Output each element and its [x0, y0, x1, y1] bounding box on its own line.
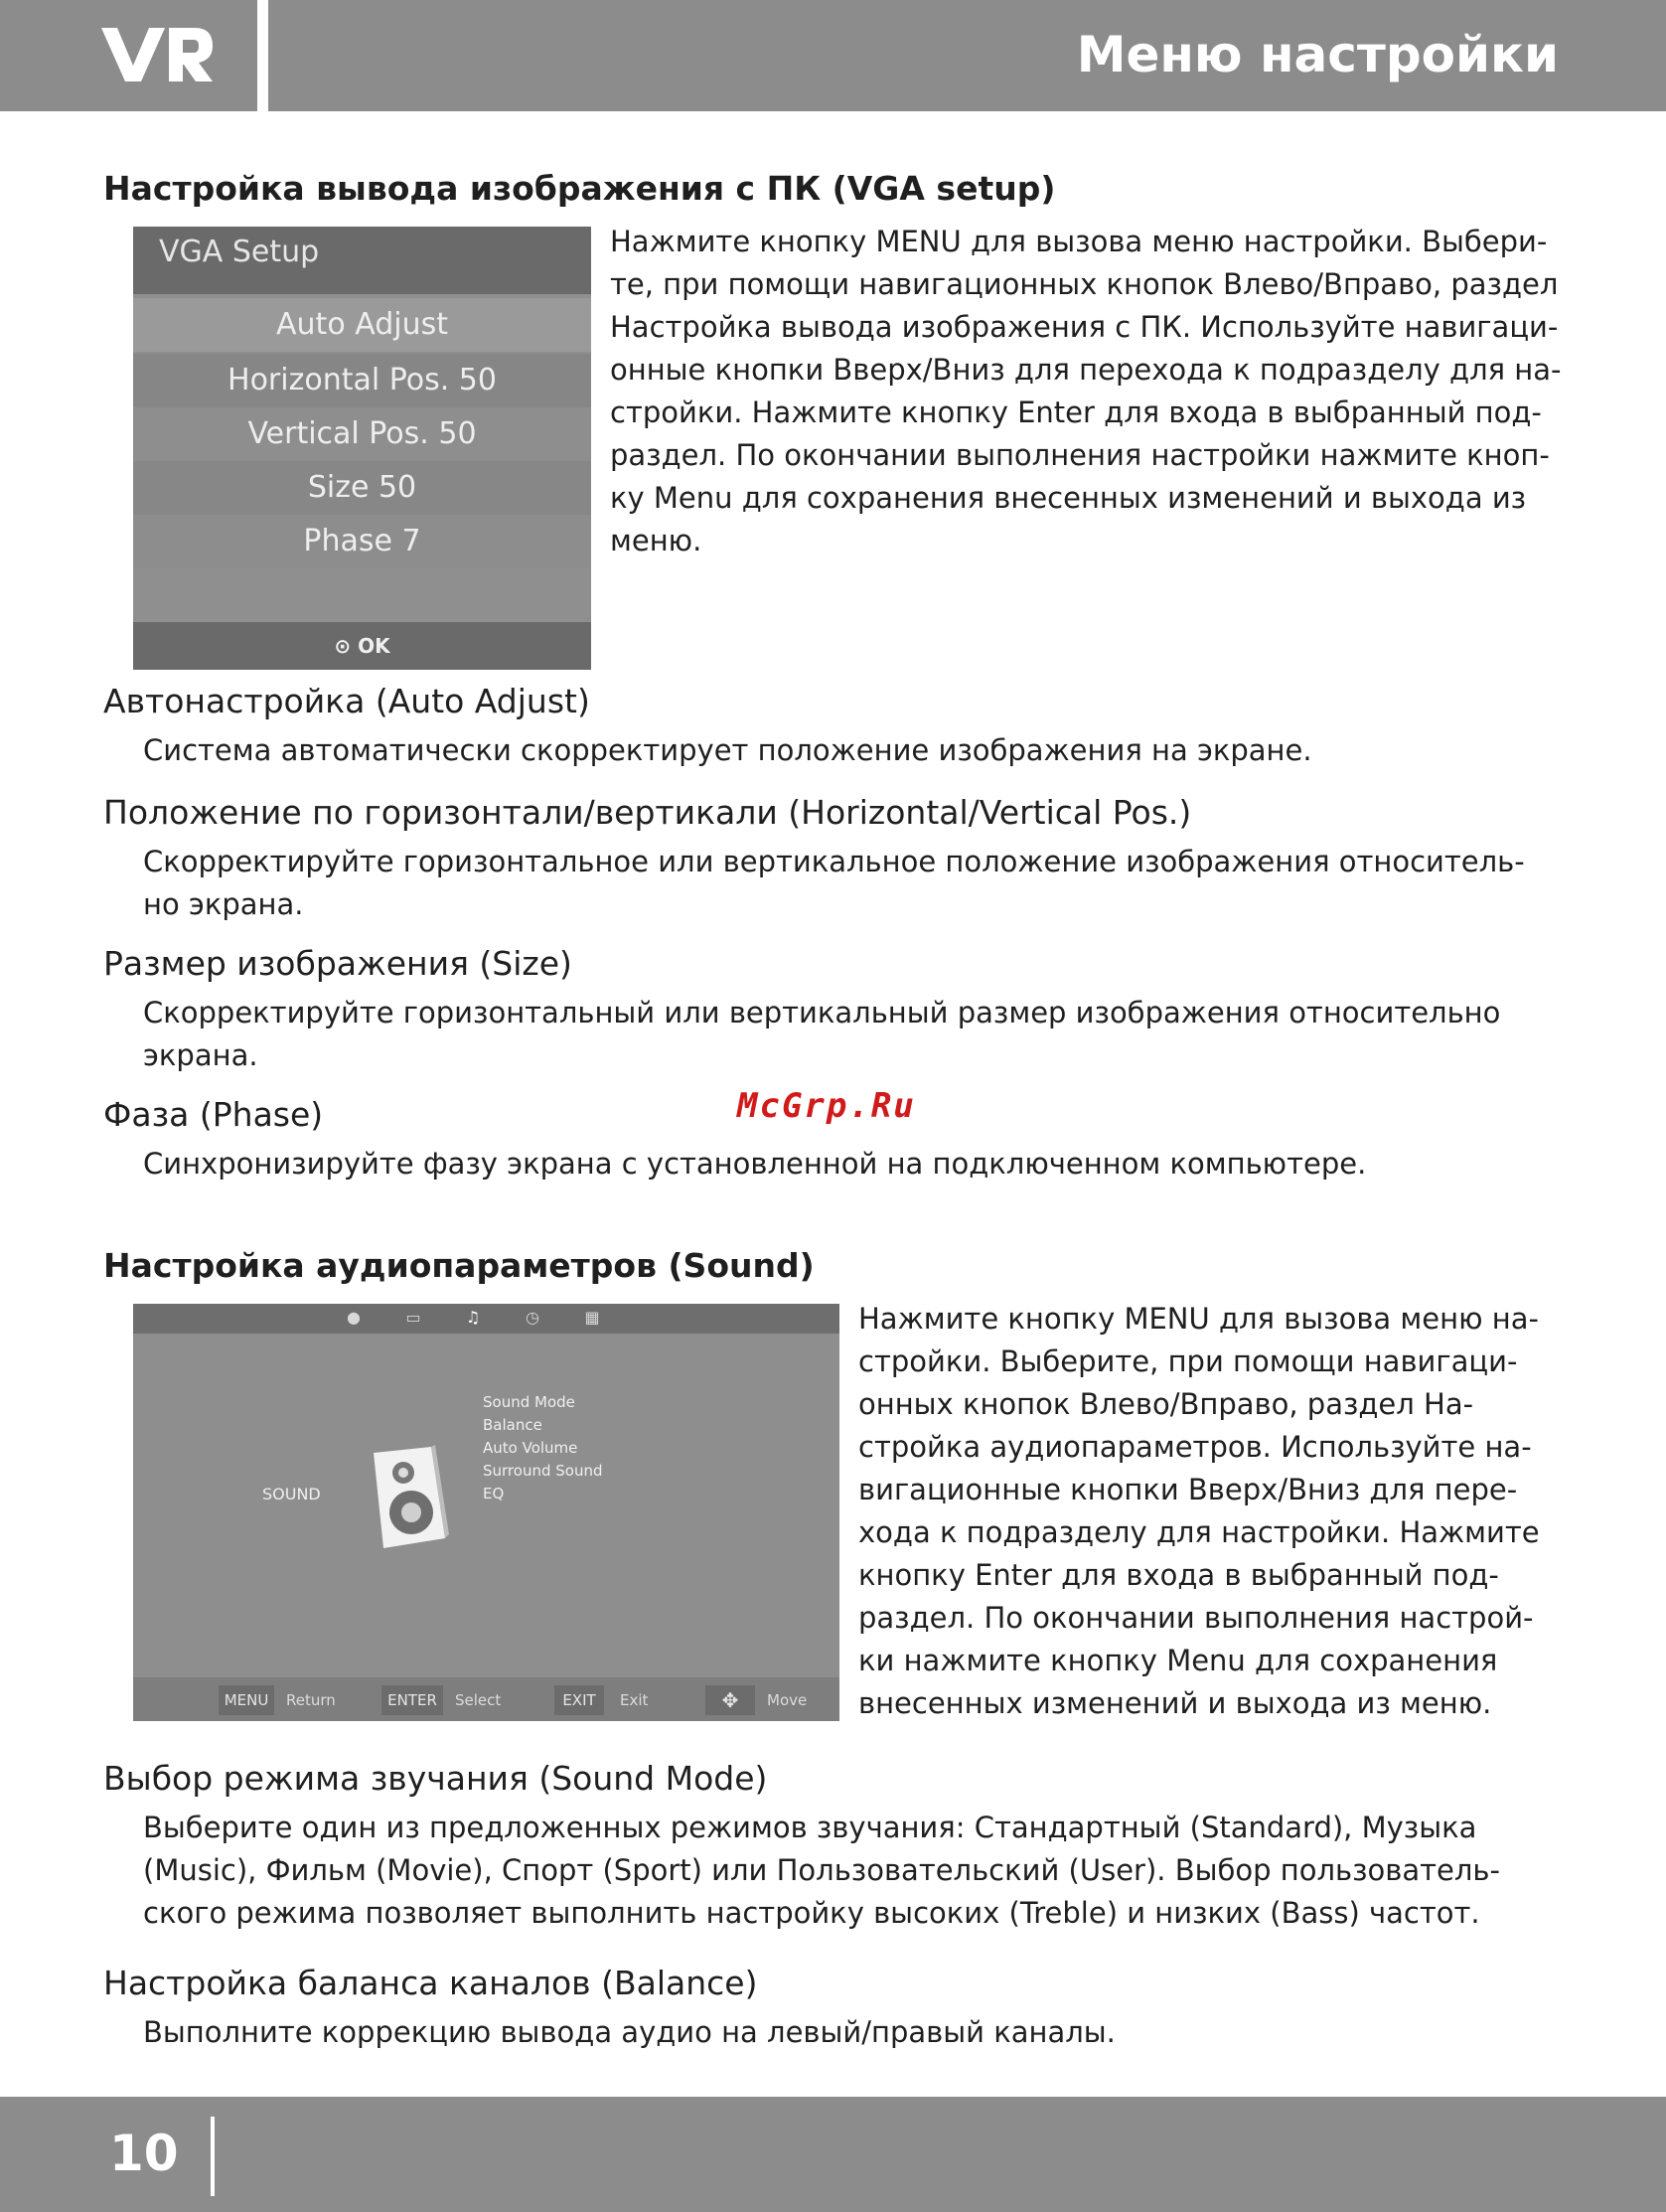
text-line: Выполните коррекцию вывода аудио на левый/правый каналы.	[143, 2015, 1116, 2049]
vga-item-auto-adjust: Auto Adjust	[133, 298, 591, 352]
ok-circle-icon: ⊙	[334, 634, 352, 658]
enter-key-label: ENTER	[381, 1685, 443, 1715]
exit-key-label: EXIT	[554, 1685, 604, 1715]
text-line: экрана.	[143, 1038, 258, 1072]
header-bar	[268, 0, 1666, 111]
vga-item-size: Size 50	[133, 461, 591, 515]
text-line: те, при помощи навигационных кнопок Влево/Вправо, раздел	[610, 267, 1559, 301]
vga-ok-hint	[133, 622, 591, 670]
text-line: Скорректируйте горизонтальный или вертикальный размер изображения относительно	[143, 996, 1501, 1029]
text-line: ки нажмите кнопку Menu для сохранения	[858, 1644, 1498, 1677]
sound-screen-label: SOUND	[262, 1485, 321, 1503]
options-tab-icon: ▦	[584, 1308, 600, 1327]
sound-menu-screenshot	[133, 1304, 839, 1721]
sound-item-balance: Balance	[483, 1416, 542, 1434]
exit-key-action: Exit	[620, 1691, 649, 1709]
display-tab-icon: ▭	[405, 1308, 421, 1327]
page-title: Меню настройки	[1076, 26, 1559, 83]
text-line: раздел. По окончании выполнения настрой-	[858, 1601, 1534, 1635]
text-line: меню.	[610, 524, 702, 557]
text-line: ку Menu для сохранения внесенных изменений и выхода из	[610, 481, 1527, 515]
sound-intro-paragraph	[858, 1298, 1633, 1725]
text-line: Выберите один из предложенных режимов звучания: Стандартный (Standard), Музыка	[143, 1811, 1477, 1844]
sound-item-eq: EQ	[483, 1485, 505, 1502]
footer-divider	[211, 2117, 215, 2196]
watermark: McGrp.Ru	[737, 1086, 916, 1126]
text-line: но экрана.	[143, 887, 304, 921]
text-line: Скорректируйте горизонтальное или вертикальное положение изображения относитель-	[143, 845, 1525, 878]
menu-key-action: Return	[286, 1691, 336, 1709]
vr-logo	[99, 22, 215, 87]
speaker-icon	[354, 1443, 453, 1552]
vga-ok-label: OK	[358, 634, 390, 658]
vga-item-horizontal-pos: Horizontal Pos. 50	[133, 354, 591, 407]
text-line: онные кнопки Вверх/Вниз для перехода к подразделу для на-	[610, 353, 1562, 387]
text-line: Настройка вывода изображения с ПК. Используйте навигаци-	[610, 310, 1559, 344]
vga-screen-titlebar	[133, 227, 591, 294]
text-line: стройки. Выберите, при помощи навигаци-	[858, 1344, 1518, 1378]
subsection-title-phase: Фаза (Phase)	[103, 1095, 324, 1134]
subsection-text-position	[143, 841, 1564, 926]
text-line: вигационные кнопки Вверх/Вниз для пере-	[858, 1473, 1518, 1506]
subsection-title-sound-mode: Выбор режима звучания (Sound Mode)	[103, 1759, 768, 1798]
sound-tab-icon: ♫	[465, 1308, 481, 1327]
text-line: стройка аудиопараметров. Используйте на-	[858, 1430, 1532, 1464]
text-line: Нажмите кнопку MENU для вызова меню настройки. Выбери-	[610, 225, 1548, 258]
subsection-title-size: Размер изображения (Size)	[103, 944, 572, 983]
subsection-title-position: Положение по горизонтали/вертикали (Horizontal/Vertical Pos.)	[103, 793, 1192, 832]
sound-item-auto-volume: Auto Volume	[483, 1439, 578, 1457]
sound-section-heading: Настройка аудиопараметров (Sound)	[103, 1246, 815, 1285]
vga-screen-title: VGA Setup	[159, 235, 320, 269]
subsection-text-sound-mode	[143, 1807, 1564, 1935]
subsection-title-auto-adjust: Автонастройка (Auto Adjust)	[103, 682, 590, 720]
move-arrows-icon: ✥	[705, 1685, 755, 1715]
text-line: Система автоматически скорректирует положение изображения на экране.	[143, 733, 1312, 767]
page-number: 10	[109, 2125, 179, 2182]
text-line: (Music), Фильм (Movie), Спорт (Sport) или Пользовательский (User). Выбор пользователь-	[143, 1853, 1500, 1887]
subsection-text-balance	[143, 2011, 1564, 2054]
sound-item-surround-sound: Surround Sound	[483, 1462, 603, 1480]
text-line: кнопку Enter для входа в выбранный под-	[858, 1558, 1499, 1592]
subsection-text-phase	[143, 1143, 1564, 1185]
text-line: Нажмите кнопку MENU для вызова меню на-	[858, 1302, 1539, 1336]
text-line: хода к подразделу для настройки. Нажмите	[858, 1515, 1540, 1549]
text-line: онных кнопок Влево/Вправо, раздел На-	[858, 1387, 1474, 1421]
vga-setup-screenshot	[133, 227, 591, 670]
vga-section-heading: Настройка вывода изображения с ПК (VGA setup)	[103, 169, 1056, 208]
enter-key-action: Select	[455, 1691, 502, 1709]
move-key-action: Move	[767, 1691, 808, 1709]
menu-key-label: MENU	[219, 1685, 274, 1715]
subsection-text-size	[143, 992, 1564, 1077]
text-line: внесенных изменений и выхода из меню.	[858, 1686, 1492, 1720]
vga-item-vertical-pos: Vertical Pos. 50	[133, 407, 591, 461]
vga-intro-paragraph	[610, 221, 1603, 562]
text-line: ского режима позволяет выполнить настройку высоких (Treble) и низких (Bass) частот.	[143, 1896, 1480, 1930]
clock-tab-icon: ◷	[526, 1308, 539, 1327]
subsection-text-auto-adjust	[143, 729, 1564, 772]
sound-item-sound-mode: Sound Mode	[483, 1393, 575, 1411]
subsection-title-balance: Настройка баланса каналов (Balance)	[103, 1964, 758, 2002]
text-line: Синхронизируйте фазу экрана с установленной на подключенном компьютере.	[143, 1147, 1367, 1181]
footer-bar	[0, 2097, 1666, 2212]
text-line: стройки. Нажмите кнопку Enter для входа в выбранный под-	[610, 395, 1542, 429]
sound-screen-topbar	[133, 1304, 839, 1334]
text-line: раздел. По окончании выполнения настройки нажмите кноп-	[610, 438, 1550, 472]
vga-item-phase: Phase 7	[133, 515, 591, 568]
picture-tab-icon: ●	[347, 1308, 361, 1327]
header-logo-block	[0, 0, 257, 111]
